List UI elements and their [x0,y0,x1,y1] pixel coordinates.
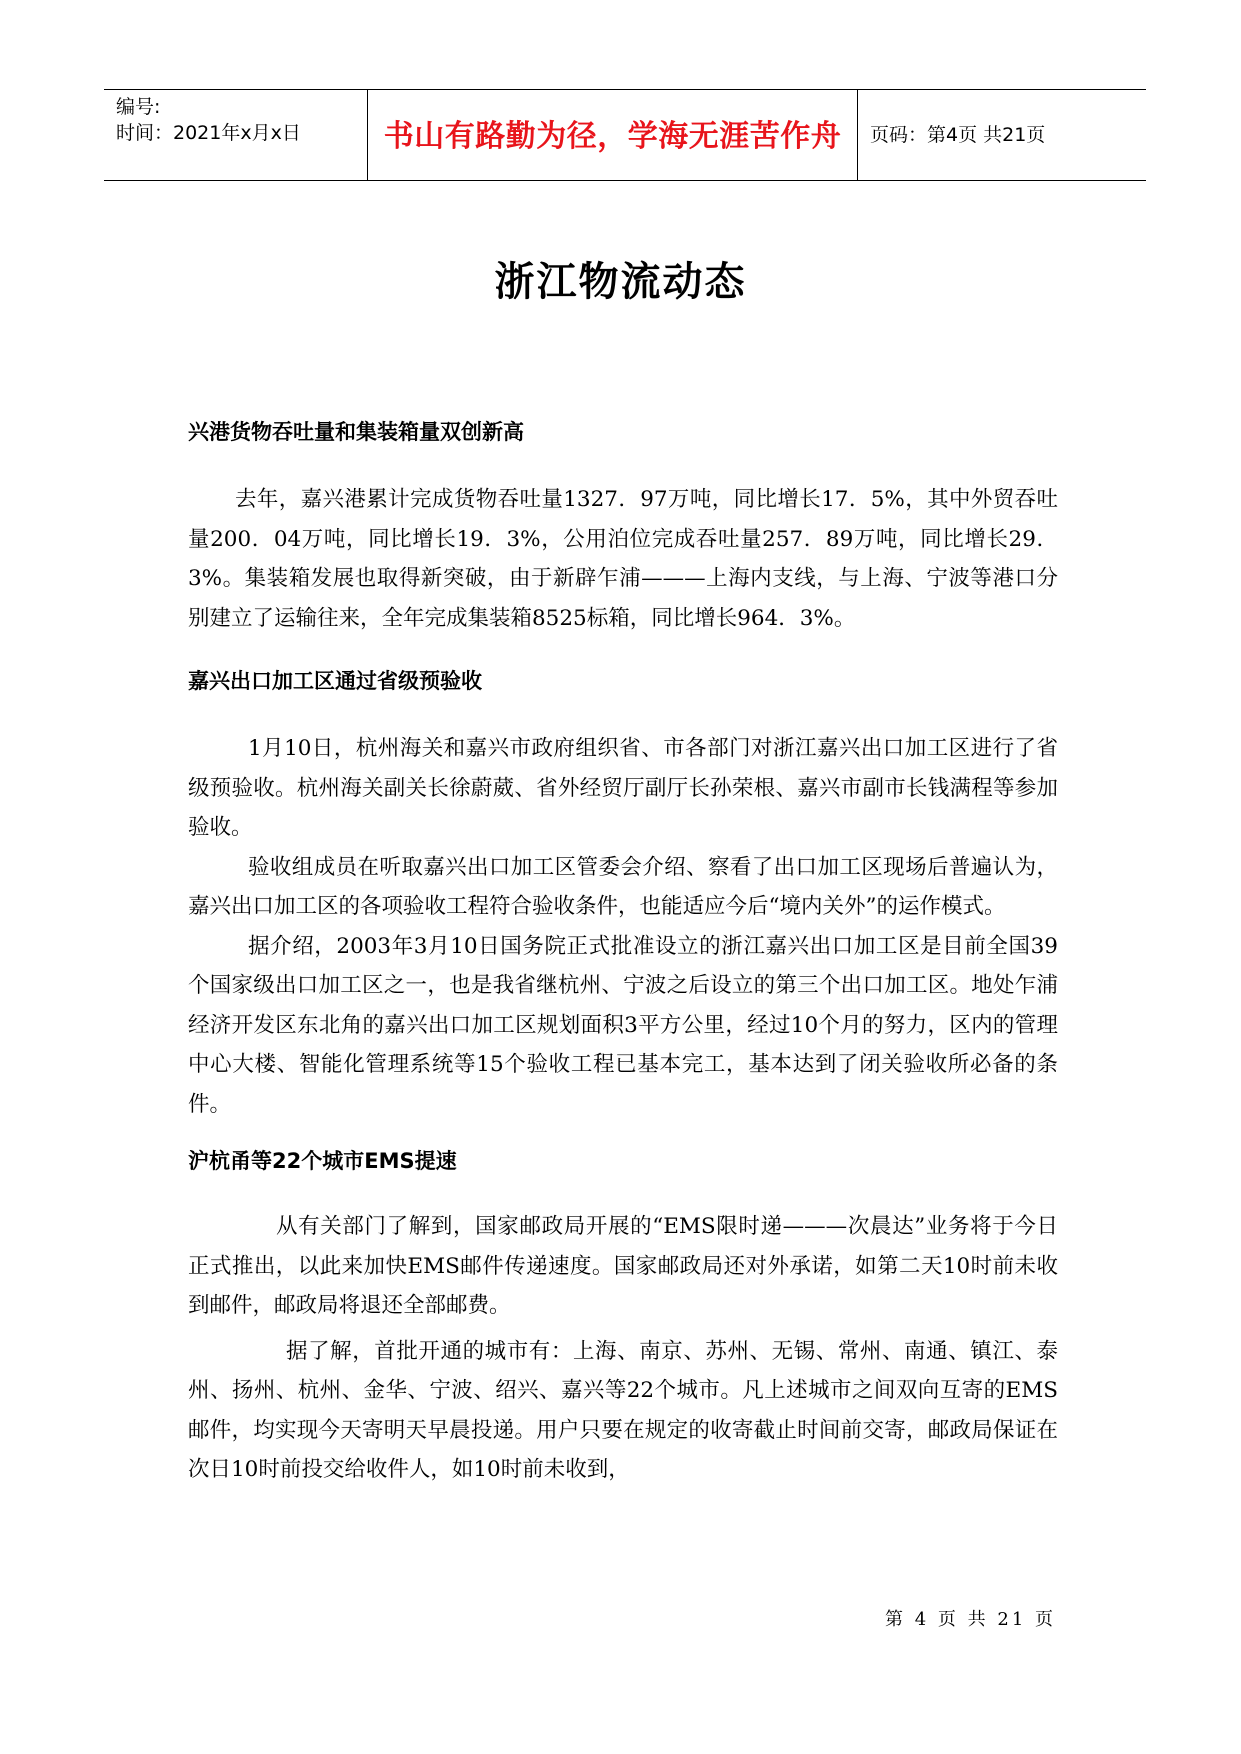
page-header [104,89,1146,181]
section-paragraph: 从有关部门了解到，国家邮政局开展的“EMS限时递———次晨达”业务将于今日正式推出，以此来加快EMS邮件传递速度。国家邮政局还对外承诺，如第二天10时前未收到邮件，邮政局将退还全部邮费。 [188,1214,1058,1318]
section-2 [188,663,1058,1124]
section-heading: 兴港货物吞吐量和集装箱量双创新高 [188,420,524,444]
section-paragraph: 1月10日，杭州海关和嘉兴市政府组织省、市各部门对浙江嘉兴出口加工区进行了省级预验收。杭州海关副关长徐蔚葳、省外经贸厅副厅长孙荣根、嘉兴市副市长钱满程等参加验收。 [188,736,1058,840]
page-footer: 第 4 页 共 21 页 [885,1609,1056,1630]
section-paragraph: 据了解，首批开通的城市有：上海、南京、苏州、无锡、常州、南通、镇江、泰州、扬州、杭州、金华、宁波、绍兴、嘉兴等22个城市。凡上述城市之间双向互寄的EMS邮件，均实现今天寄明天早晨投递。用户只要在规定的收寄截止时间前交寄，邮政局保证在次日10时前投交给收件人，如10时前未收到， [188,1338,1058,1482]
section-heading: 嘉兴出口加工区通过省级预验收 [188,669,482,693]
header-page-label: 页码：第4页 共21页 [870,123,1046,146]
section-paragraph: 验收组成员在听取嘉兴出口加工区管委会介绍、察看了出口加工区现场后普遍认为，嘉兴出口加工区的各项验收工程符合验收条件，也能适应今后“境内关外”的运作模式。 [188,854,1058,919]
document-title: 浙江物流动态 [494,259,747,305]
header-info [104,90,368,180]
section-1 [188,414,1058,638]
document-body [188,414,1058,1490]
number-label: 编号: [116,96,161,118]
section-paragraph: 据介绍，2003年3月10日国务院正式批准设立的浙江嘉兴出口加工区是目前全国39个国家级出口加工区之一，也是我省继杭州、宁波之后设立的第三个出口加工区。地处乍浦经济开发区东北角的嘉兴出口加工区规划面积3平方公里，经过10个月的努力，区内的管理中心大楼、智能化管理系统等15个验收工程已基本完工，基本达到了闭关验收所必备的条件。 [188,933,1058,1117]
section-heading: 沪杭甬等22个城市EMS提速 [188,1149,457,1173]
section-3 [188,1143,1058,1490]
time-label: 时间：2021年x月x日 [116,122,301,144]
section-paragraph: 去年，嘉兴港累计完成货物吞吐量1327．97万吨，同比增长17．5%，其中外贸吞吐量200．04万吨，同比增长19．3%，公用泊位完成吞吐量257．89万吨，同比增长29．3%。集装箱发展也取得新突破，由于新辟乍浦———上海内支线，与上海、宁波等港口分别建立了运输往来，全年完成集装箱8525标箱，同比增长964．3%。 [188,487,1058,631]
header-motto: 书山有路勤为径，学海无涯苦作舟 [368,90,858,180]
